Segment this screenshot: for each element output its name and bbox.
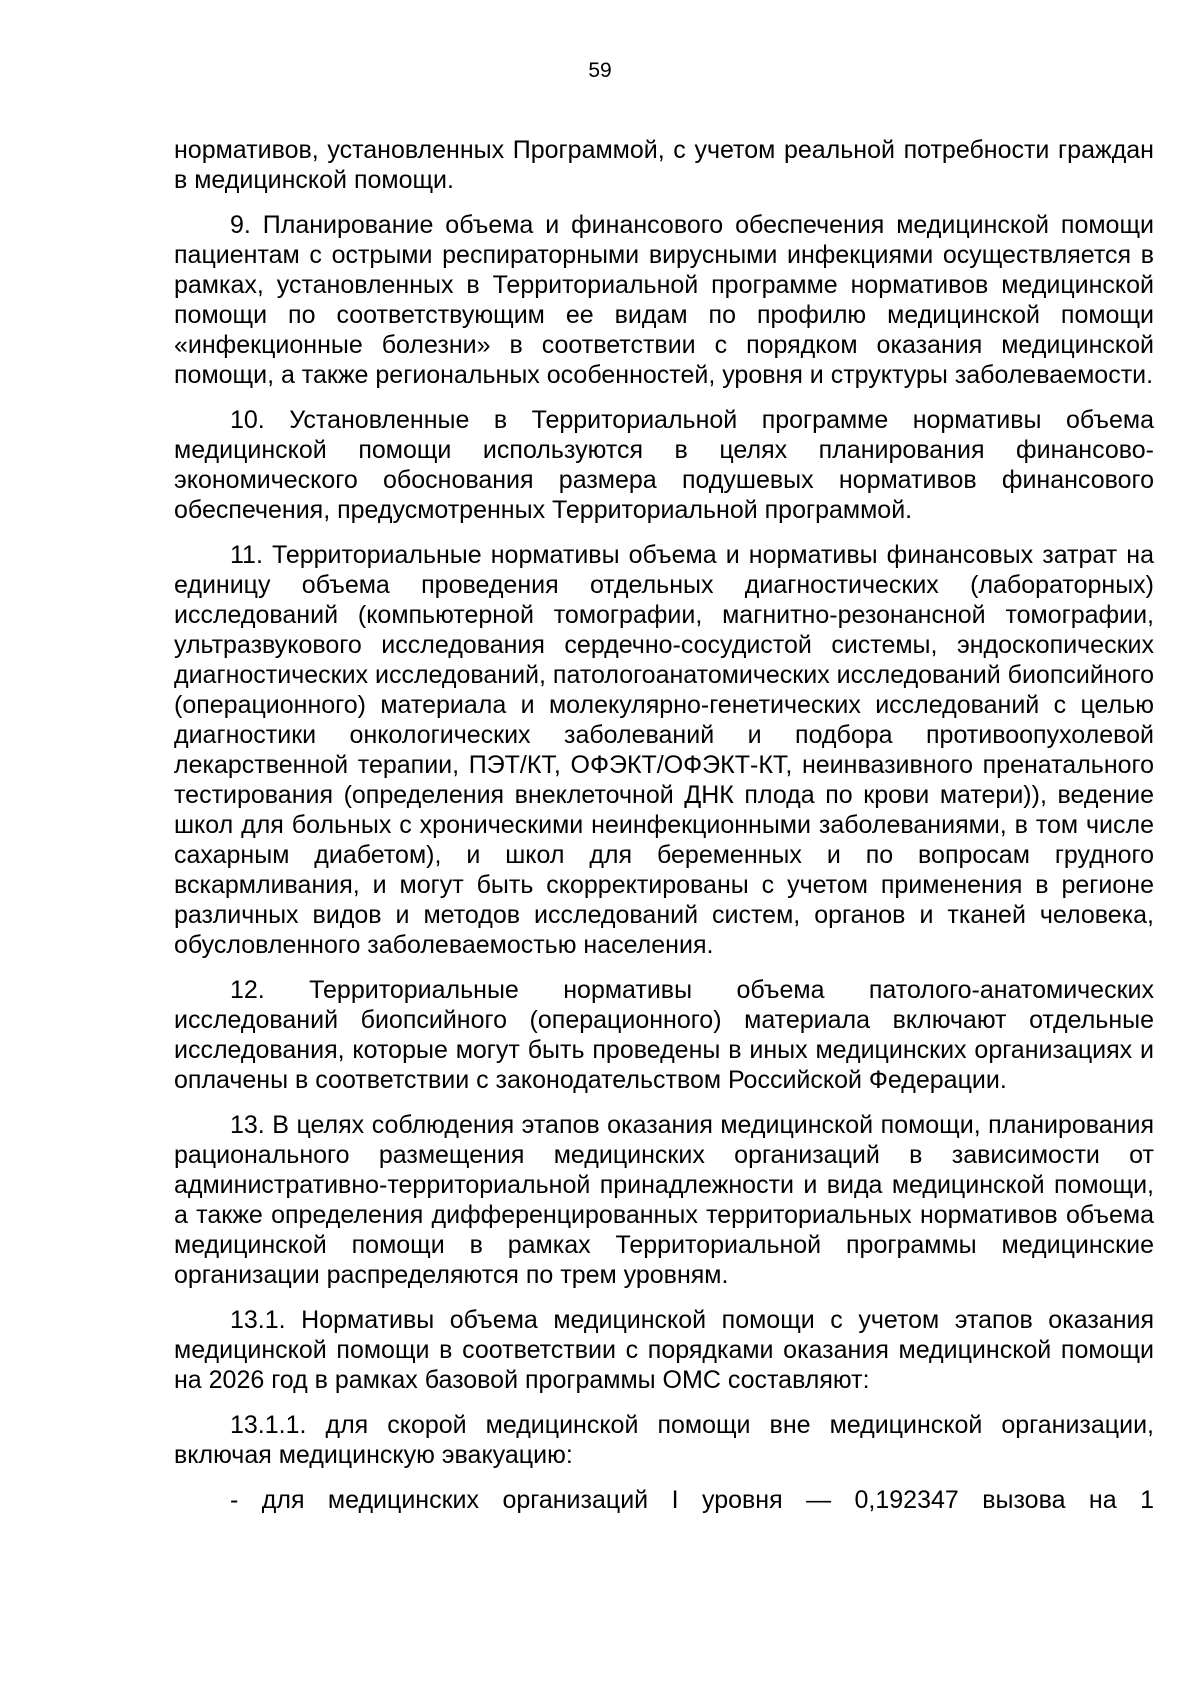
- document-body: [174, 135, 1154, 1530]
- paragraph-12: 12. Территориальные нормативы объема патолого-анатомических исследований биопсийного (операционного) материала включают отдельные исследования, которые могут быть проведены в иных медицинских организациях и оплачены в соответствии с законодательством Российской Федерации.: [174, 976, 1154, 1094]
- paragraph-13-1-1: 13.1.1. для скорой медицинской помощи вне медицинской организации, включая медицинскую эвакуацию:: [174, 1411, 1154, 1469]
- paragraph-11: 11. Территориальные нормативы объема и нормативы финансовых затрат на единицу объема проведения отдельных диагностических (лабораторных) исследований (компьютерной томографии, магнитно-резонансной томографии, ультразвукового исследования сердечно-сосудистой системы, эндоскопических диагностических исследований, патологоанатомических исследований биопсийного (операционного) материала и молекулярно-генетических исследований с целью диагностики онкологических заболеваний и подбора противоопухолевой лекарственной терапии, ПЭТ/КТ, ОФЭКТ/ОФЭКТ-КТ, неинвазивного пренатального тестирования (определения внеклеточной ДНК плода по крови матери)), ведение школ для больных с хроническими неинфекционными заболеваниями, в том числе сахарным диабетом), и школ для беременных и по вопросам грудного вскармливания, и могут быть скорректированы с учетом применения в регионе различных видов и методов исследований систем, органов и тканей человека, обусловленного заболеваемостью населения.: [174, 541, 1154, 959]
- paragraph-13: 13. В целях соблюдения этапов оказания медицинской помощи, планирования рационального размещения медицинских организаций в зависимости от административно-территориальной принадлежности и вида медицинской помощи, а также определения дифференцированных территориальных нормативов объема медицинской помощи в рамках Территориальной программы медицинские организации распределяются по трем уровням.: [174, 1111, 1154, 1289]
- page-number: 59: [588, 59, 612, 82]
- paragraph-10: 10. Установленные в Территориальной программе нормативы объема медицинской помощи используются в целях планирования финансово-экономического обоснования размера подушевых нормативов финансового обеспечения, предусмотренных Территориальной программой.: [174, 406, 1154, 524]
- paragraph-13-1: 13.1. Нормативы объема медицинской помощи с учетом этапов оказания медицинской помощи в соответствии с порядками оказания медицинской помощи на 2026 год в рамках базовой программы ОМС составляют:: [174, 1306, 1154, 1394]
- paragraph-continuation: нормативов, установленных Программой, с учетом реальной потребности граждан в медицинской помощи.: [174, 136, 1154, 194]
- list-item-level-1: - для медицинских организаций I уровня — 0,192347 вызова на 1: [230, 1486, 1154, 1514]
- paragraph-9: 9. Планирование объема и финансового обеспечения медицинской помощи пациентам с острыми респираторными вирусными инфекциями осуществляется в рамках, установленных в Территориальной программе нормативов медицинской помощи по соответствующим ее видам по профилю медицинской помощи «инфекционные болезни» в соответствии с порядком оказания медицинской помощи, а также региональных особенностей, уровня и структуры заболеваемости.: [174, 211, 1154, 389]
